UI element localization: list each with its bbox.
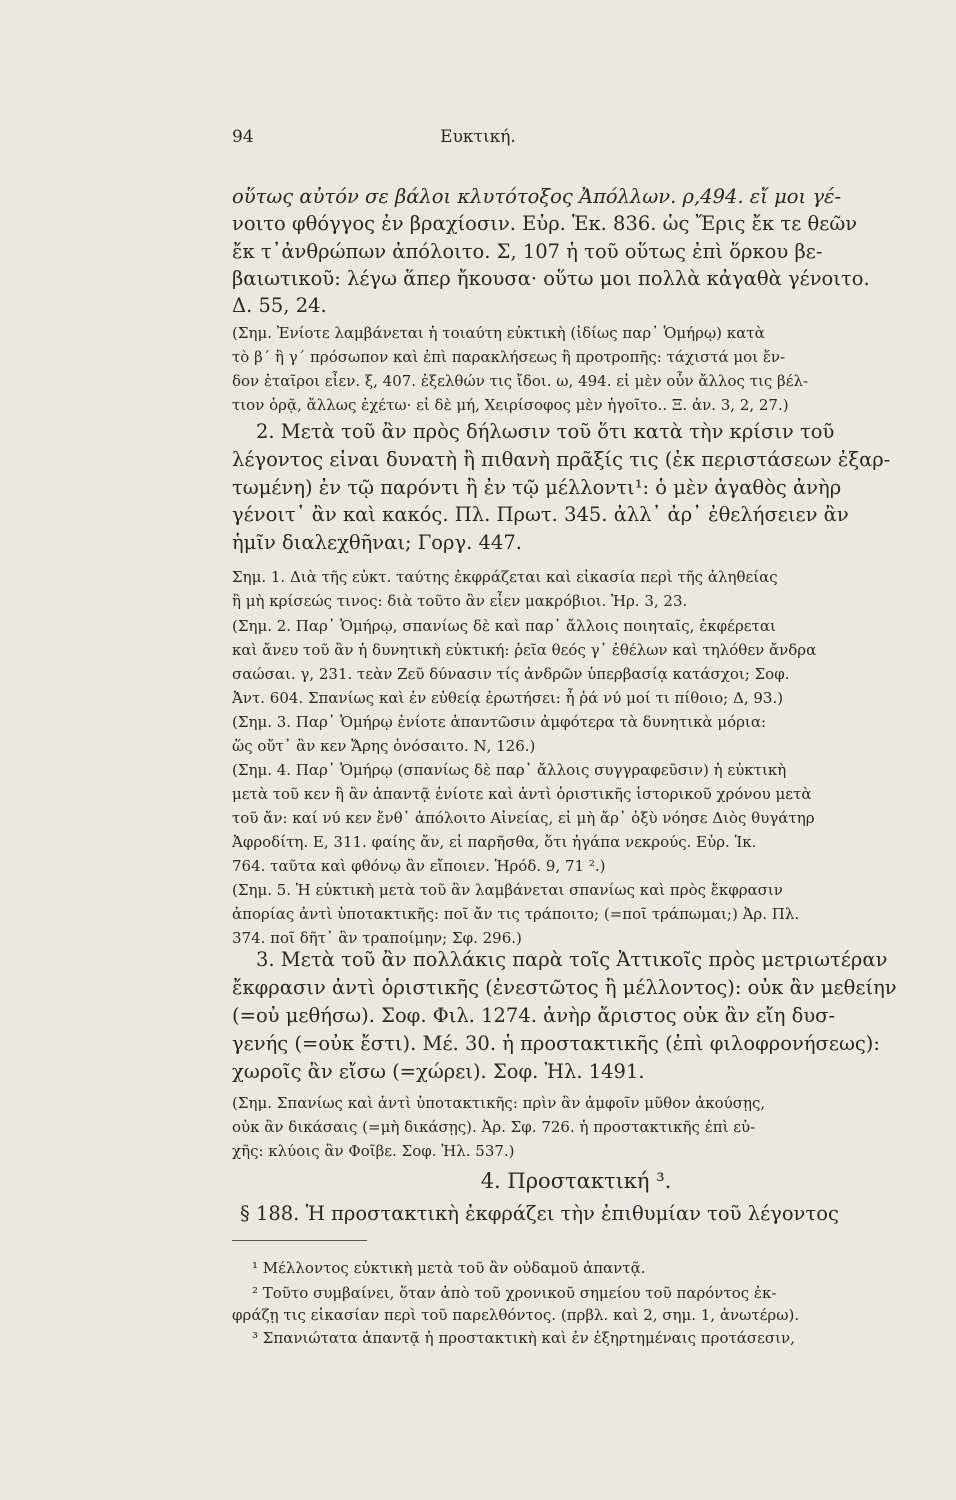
note-line: ἀπορίας ἀντὶ ὑποτακτικῆς: ποῖ ἄν τις τράποιτο; (=ποῖ τράπωμαι;) Ἀρ. Πλ. [232,905,800,923]
section-2-start: 2. Μετὰ τοῦ ἂν πρὸς δήλωσιν τοῦ ὅτι κατὰ τὴν κρίσιν τοῦ [256,421,835,443]
note-line: μετὰ τοῦ κεν ἢ ἂν ἀπαντᾷ ἐνίοτε καὶ ἀντὶ ὁριστικῆς ἱστορικοῦ χρόνου μετὰ [232,785,812,803]
page-number: 94 [232,127,254,147]
page-header [0,127,956,157]
text-line: τωμένη) ἐν τῷ παρόντι ἢ ἐν τῷ μέλλοντι¹: ὁ μὲν ἀγαθὸς ἀνὴρ [232,477,842,499]
footnote-1: ¹ Μέλλοντος εὐκτικὴ μετὰ τοῦ ἂν οὐδαμοῦ ἀπαντᾷ. [252,1259,646,1277]
text-line: ἡμῖν διαλεχθῆναι; Γοργ. 447. [232,532,522,554]
text-line: ἔκφρασιν ἀντὶ ὁριστικῆς (ἐνεστῶτος ἢ μέλλοντος): οὐκ ἂν μεθείην [232,977,897,999]
note-line: Ἀφροδίτη. Ε, 311. φαίης ἄν, εἰ παρῆσθα, ὅτι ἠγάπα νεκρούς. Εὐρ. Ἱκ. [232,833,757,851]
text-line: βαιωτικοῦ: λέγω ἅπερ ἤκουσα· οὕτω μοι πολλὰ κἀγαθὰ γένοιτο. [232,268,870,290]
text-line: λέγοντος εἶναι δυνατὴ ἢ πιθανὴ πρᾶξίς τις (ἐκ περιστάσεων ἐξαρ- [232,449,891,471]
text-line: οὕτως αὐτόν σε βάλοι κλυτότοξος Ἀπόλλων. ρ,494. εἴ μοι γέ- [232,186,842,208]
note-line: τὸ β΄ ἢ γ΄ πρόσωπον καὶ ἐπὶ παρακλήσεως ἢ προτροπῆς: τάχιστά μοι ἔν- [232,348,786,366]
text-line: χωροῖς ἂν εἴσω (=χώρει). Σοφ. Ἠλ. 1491. [232,1061,645,1083]
text-line: νοιτο φθόγγος ἐν βραχίοσιν. Εὐρ. Ἑκ. 836. ὡς Ἔρις ἔκ τε θεῶν [232,213,858,235]
note-line: ἢ μὴ κρίσεώς τινος: διὰ τοῦτο ἂν εἶεν μακρόβιοι. Ἡρ. 3, 23. [232,592,688,610]
section-heading: 4. Προστακτική ³. [480,1169,672,1193]
note-line: (Σημ. Σπανίως καὶ ἀντὶ ὑποτακτικῆς: πρὶν ἂν ἀμφοῖν μῦθον ἀκούσῃς, [232,1094,766,1112]
section-3-start: 3. Μετὰ τοῦ ἂν πολλάκις παρὰ τοῖς Ἀττικοῖς πρὸς μετριωτέραν [256,949,888,971]
note-line: (Σημ. 3. Παρ᾽ Ὁμήρῳ ἐνίοτε ἀπαντῶσιν ἀμφότερα τὰ δυνητικὰ μόρια: [232,713,767,731]
footnote-2-cont: φράζῃ τις εἰκασίαν περὶ τοῦ παρελθόντος. (πρβλ. καὶ 2, σημ. 1, ἀνωτέρω). [232,1306,800,1324]
note-line: καὶ ἄνευ τοῦ ἂν ἡ δυνητικὴ εὐκτική: ῥεῖα θεός γ᾽ ἐθέλων καὶ τηλόθεν ἄνδρα [232,641,817,659]
text-line: Δ. 55, 24. [232,295,327,317]
text-line: (=οὐ μεθήσω). Σοφ. Φιλ. 1274. ἀνὴρ ἄριστος οὐκ ἂν εἴη δυσ- [232,1005,836,1027]
text-line: γένοιτ᾽ ἂν καὶ κακός. Πλ. Πρωτ. 345. ἀλλ᾽ ἆρ᾽ ἐθελήσειεν ἂν [232,504,849,526]
note-line: ὥς οὔτ᾽ ἂν κεν Ἄρης ὀνόσαιτο. Ν, 126.) [232,737,536,755]
note-line: τοῦ ἄν: καί νύ κεν ἔνθ᾽ ἀπόλοιτο Αἰνείας, εἰ μὴ ἄρ᾽ ὀξὺ νόησε Διὸς θυγάτηρ [232,809,815,827]
note-line: (Σημ. 2. Παρ᾽ Ὁμήρῳ, σπανίως δὲ καὶ παρ᾽ ἄλλοις ποιηταῖς, ἐκφέρεται [232,617,776,635]
note-line: 764. ταῦτα καὶ φθόνῳ ἂν εἴποιεν. Ἡρόδ. 9, 71 ².) [232,857,606,875]
note-line: χῆς: κλύοις ἂν Φοῖβε. Σοφ. Ἠλ. 537.) [232,1142,515,1160]
note-line: Σημ. 1. Διὰ τῆς εὐκτ. ταύτης ἐκφράζεται καὶ εἰκασία περὶ τῆς ἀληθείας [232,568,778,586]
paragraph-188-start: § 188. Ἡ προστακτικὴ ἐκφράζει τὴν ἐπιθυμίαν τοῦ λέγοντος [240,1203,839,1225]
footnote-rule [232,1240,367,1241]
note-line: (Σημ. 4. Παρ᾽ Ὁμήρῳ (σπανίως δὲ παρ᾽ ἄλλοις συγγραφεῦσιν) ἡ εὐκτικὴ [232,761,787,779]
note-line: δον ἑταῖροι εἶεν. ξ, 407. ἐξελθών τις ἴδοι. ω, 494. εἰ μὲν οὖν ἄλλος τις βέλ- [232,372,809,390]
running-title: Ευκτική. [440,127,516,147]
note-line: (Σημ. Ἐνίοτε λαμβάνεται ἡ τοιαύτη εὐκτικὴ (ἰδίως παρ᾽ Ὁμήρῳ) κατὰ [232,324,765,342]
note-line: τιον ὁρᾷ, ἄλλως ἐχέτω· εἰ δὲ μή, Χειρίσοφος μὲν ἡγοῖτο.. Ξ. ἀν. 3, 2, 27.) [232,396,789,414]
note-line: 374. ποῖ δῆτ᾽ ἂν τραποίμην; Σφ. 296.) [232,929,522,947]
footnote-3: ³ Σπανιώτατα ἀπαντᾷ ἡ προστακτικὴ καὶ ἐν ἐξηρτημέναις προτάσεσιν, [252,1329,795,1347]
note-line: σαώσαι. γ, 231. τεὰν Ζεῦ δύνασιν τίς ἀνδρῶν ὑπερβασίᾳ κατάσχοι; Σοφ. [232,665,790,683]
note-line: Ἀντ. 604. Σπανίως καὶ ἐν εὐθείᾳ ἐρωτήσει: ἦ ῥά νύ μοί τι πίθοιο; Δ, 93.) [232,689,784,707]
text-line: γενής (=οὐκ ἔστι). Μέ. 30. ἡ προστακτικῆς (ἐπὶ φιλοφρονήσεως): [232,1033,880,1055]
text-line: ἔκ τ᾽ἀνθρώπων ἀπόλοιτο. Σ, 107 ἡ τοῦ οὕτως ἐπὶ ὅρκου βε- [232,241,823,263]
note-line: οὐκ ἂν δικάσαις (=μὴ δικάσῃς). Ἀρ. Σφ. 726. ἡ προστακτικῆς ἐπὶ εὐ- [232,1118,756,1136]
note-line: (Σημ. 5. Ἡ εὐκτικὴ μετὰ τοῦ ἂν λαμβάνεται σπανίως καὶ πρὸς ἔκφρασιν [232,881,783,899]
footnote-2: ² Τοῦτο συμβαίνει, ὅταν ἀπὸ τοῦ χρονικοῦ σημείου τοῦ παρόντος ἐκ- [252,1284,777,1302]
